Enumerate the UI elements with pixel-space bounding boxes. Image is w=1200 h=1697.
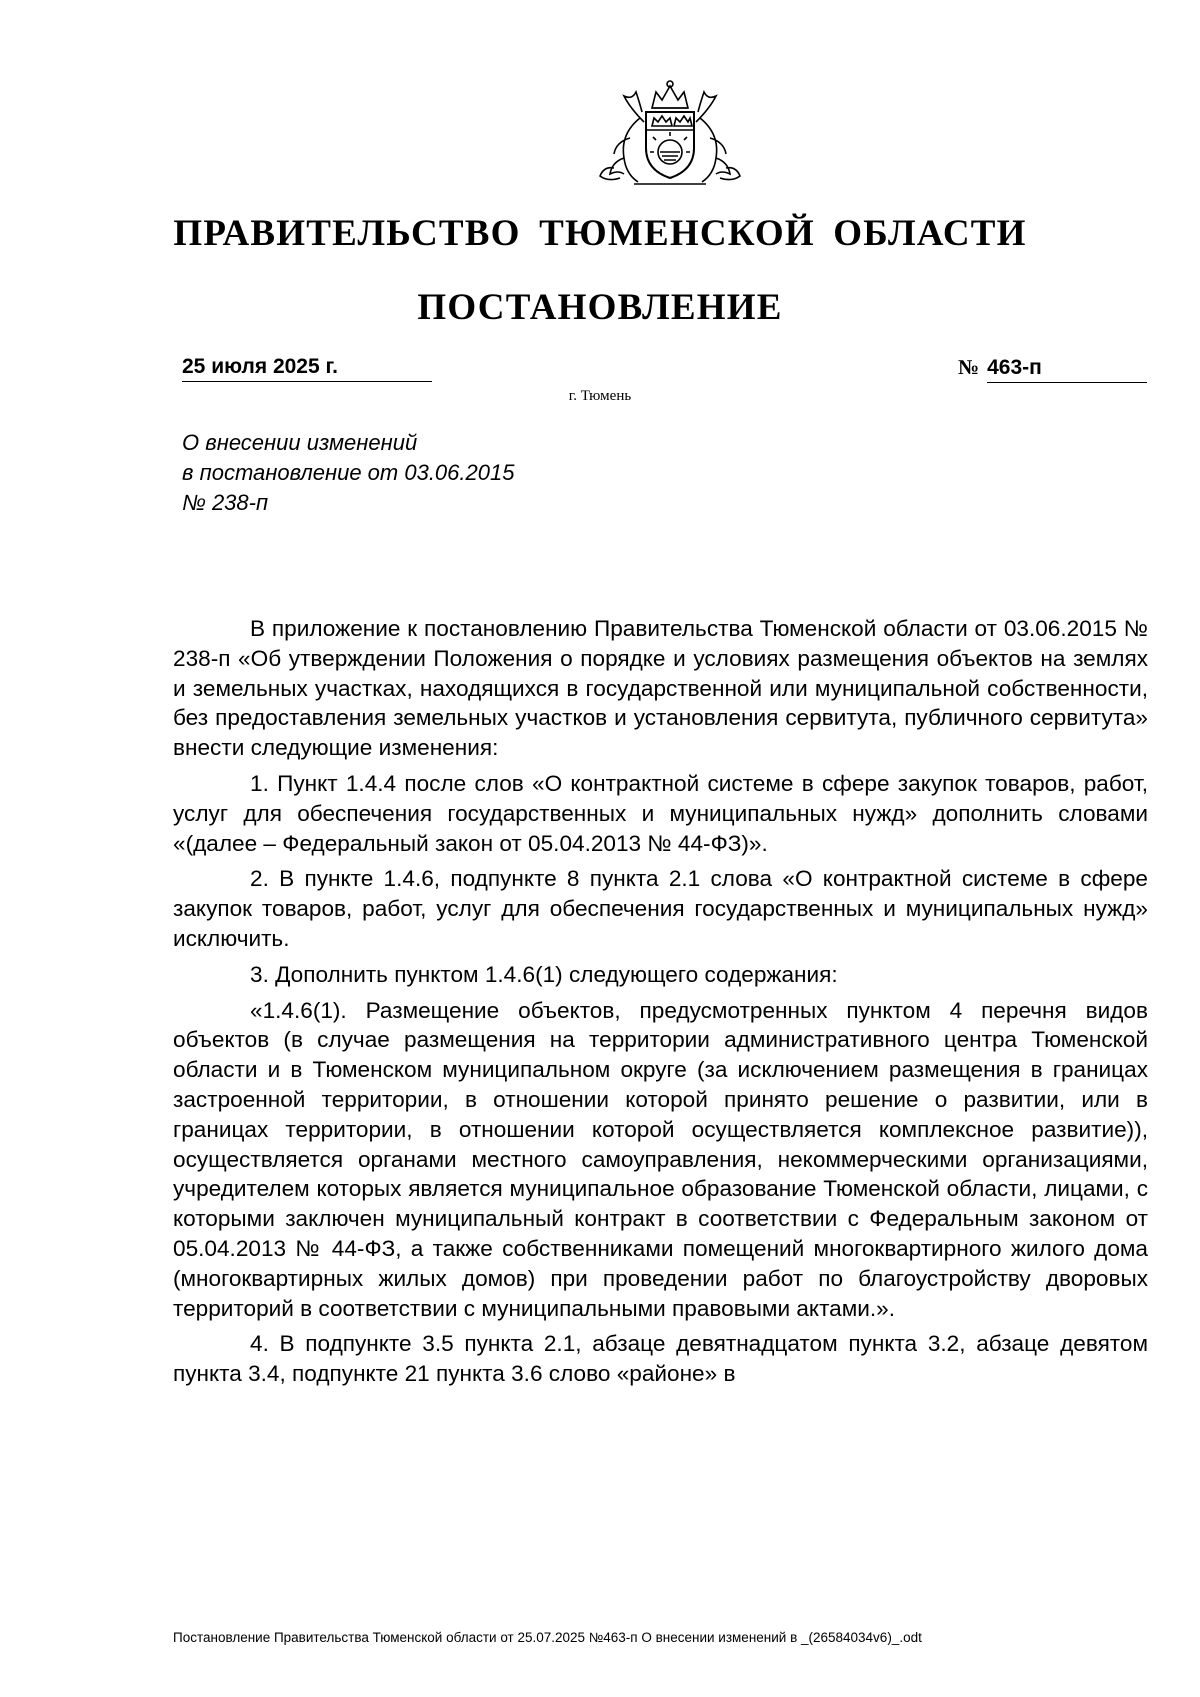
body-paragraph-item-3: 3. Дополнить пунктом 1.4.6(1) следующего содержания: — [250, 961, 838, 987]
document-subject — [182, 428, 682, 518]
document-city: г. Тюмень — [568, 388, 632, 404]
body-paragraph-item-3-text: «1.4.6(1). Размещение объектов, предусмотренных пунктом 4 перечня видов объектов (в случае размещения на территории административного центра Тюменской области и в Тюменском муниципальном округе (за исключением размещения в границах застроенной территории, в отношении которой принято решение о развитии, или в границах территории, в отношении которой осуществляется комплексное развитие)), осуществляется органами местного самоуправления, некоммерческими организациями, учредителем которых является муниципальное образование Тюменской области, лицами, с которыми заключен муниципальный контракт в соответствии с Федеральным законом от 05.04.2013 № 44-ФЗ, а также собственниками помещений многоквартирного жилого дома (многоквартирных жилых домов) при проведении работ по благоустройству дворовых территорий в соответствии с муниципальными правовыми актами.». — [173, 997, 1148, 1321]
subject-line-2: в постановление от 03.06.2015 — [182, 460, 515, 485]
subject-line-3: № 238-п — [182, 490, 269, 515]
document-date: 25 июля 2025 г. — [182, 355, 432, 382]
body-paragraph-intro: В приложение к постановлению Правительства Тюменской области от 03.06.2015 № 238-п «Об утверждении Положения о порядке и условиях размещения объектов на землях и земельных участках, находящихся в государственной или муниципальной собственности, без предоставления земельных участков и установления сервитута, публичного сервитута» внести следующие изменения: — [173, 616, 1148, 761]
coat-of-arms-emblem — [590, 78, 750, 188]
document-number: 463-п — [987, 356, 1147, 383]
organization-title: ПРАВИТЕЛЬСТВО ТЮМЕНСКОЙ ОБЛАСТИ — [173, 213, 1027, 254]
subject-line-1: О внесении изменений — [182, 430, 418, 455]
document-type-title: ПОСТАНОВЛЕНИЕ — [417, 287, 783, 328]
number-sign: № — [958, 355, 980, 379]
body-paragraph-item-4: 4. В подпункте 3.5 пункта 2.1, абзаце девятнадцатом пункта 3.2, абзаце девятом пункта 3.4, подпункте 21 пункта 3.6 слово «районе» в — [173, 1331, 1148, 1387]
body-paragraph-item-1: 1. Пункт 1.4.4 после слов «О контрактной системе в сфере закупок товаров, работ, услуг для обеспечения государственных и муниципальных нужд» дополнить словами «(далее – Федеральный закон от 05.04.2013 № 44-ФЗ)». — [173, 770, 1148, 856]
document-body — [173, 614, 1148, 1395]
page-footer: Постановление Правительства Тюменской области от 25.07.2025 №463-п О внесении изменений в _(26584034v6)_.odt — [173, 1630, 922, 1645]
body-paragraph-item-2: 2. В пункте 1.4.6, подпункте 8 пункта 2.1 слова «О контрактной системе в сфере закупок товаров, работ, услуг для обеспечения государственных и муниципальных нужд» исключить. — [173, 866, 1148, 951]
document-number-block — [958, 355, 1147, 383]
